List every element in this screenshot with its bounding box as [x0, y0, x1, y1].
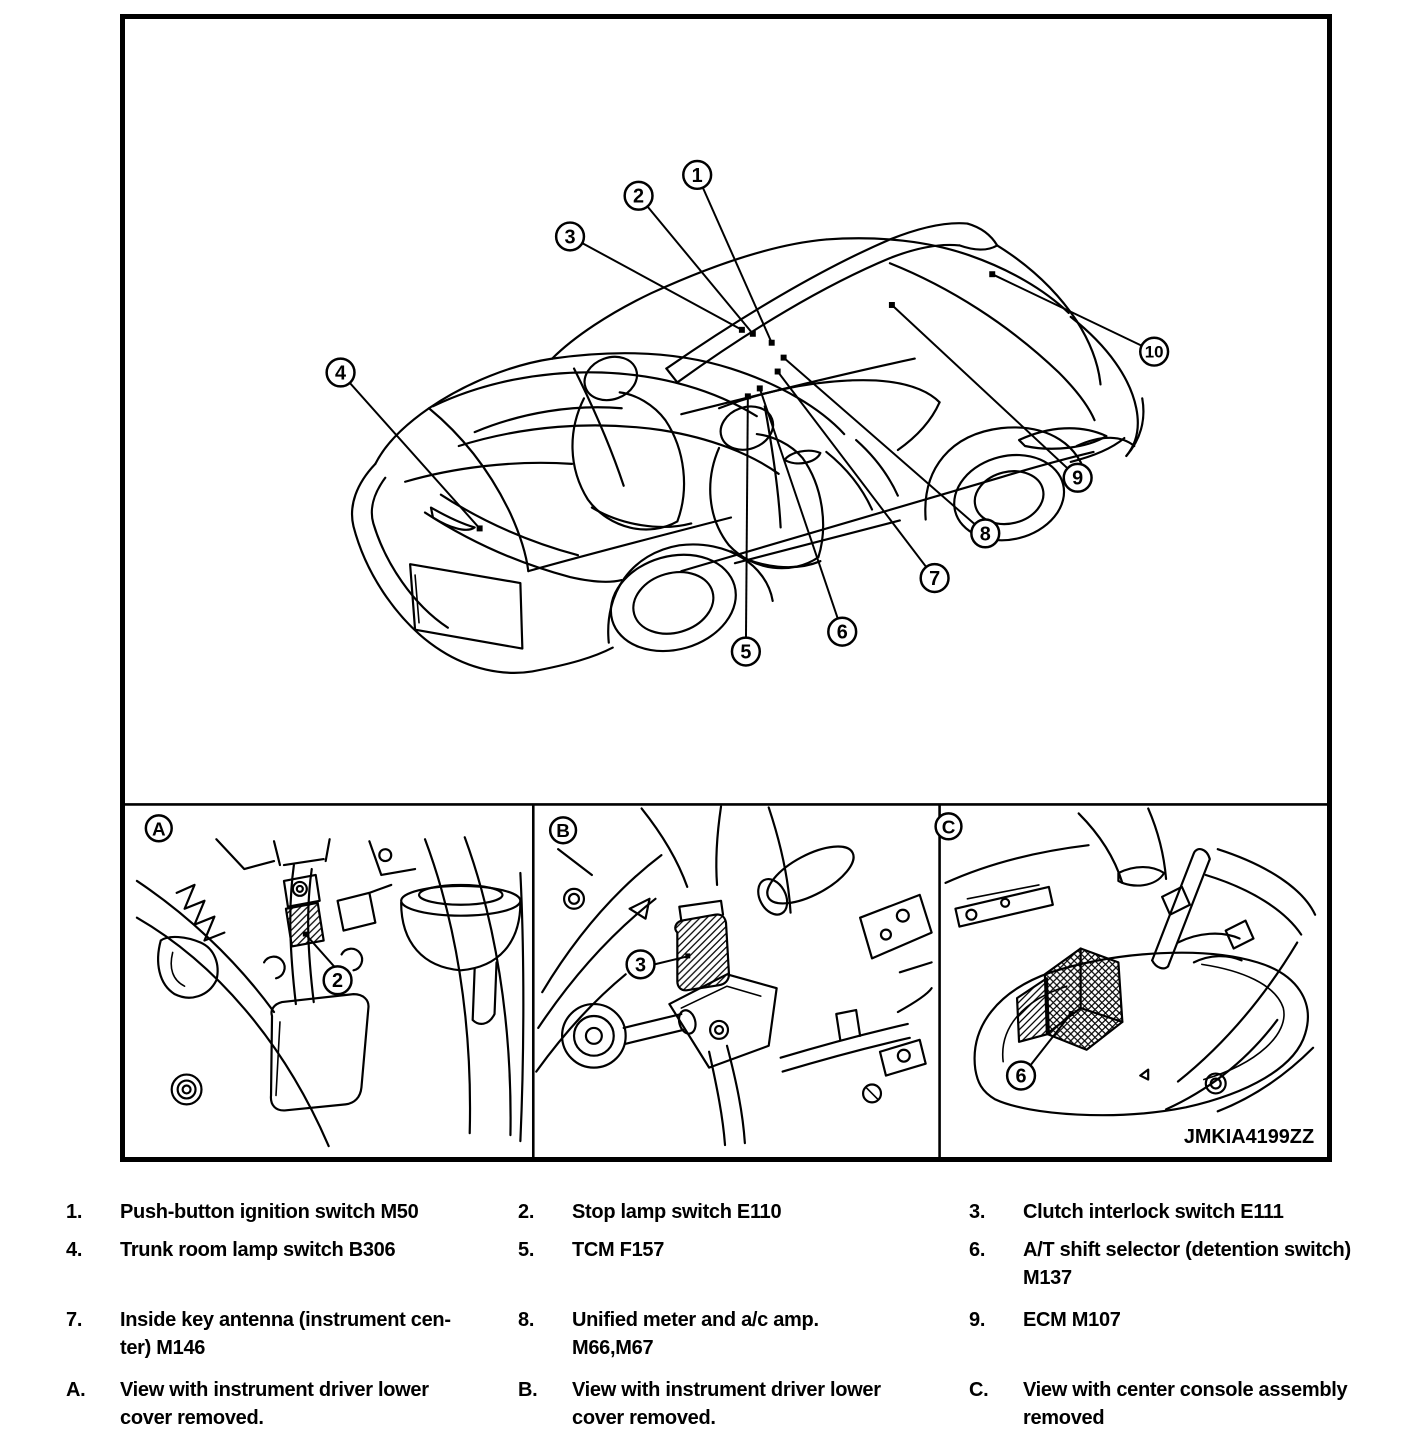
legend-item-a-text-2: cover removed. — [120, 1407, 264, 1429]
callout-7 — [775, 369, 949, 592]
legend-item-b-text-2: cover removed. — [572, 1407, 716, 1429]
legend-item-3-text: Clutch interlock switch E111 — [1023, 1201, 1284, 1223]
legend-item-5-number: 5. — [518, 1239, 535, 1261]
callout-9-label: 9 — [1072, 467, 1084, 490]
view-b-callout-label: 3 — [635, 954, 647, 977]
legend-item-a — [66, 1376, 429, 1432]
detail-view-b — [536, 806, 931, 1145]
legend-item-1-text: Push-button ignition switch M50 — [120, 1201, 419, 1223]
callout-2-label: 2 — [633, 185, 645, 208]
legend-item-2-number: 2. — [518, 1201, 535, 1223]
view-b-label — [550, 817, 576, 843]
legend-item-6-number: 6. — [969, 1239, 986, 1261]
component-location-figure — [120, 14, 1332, 1162]
legend-item-7-text: Inside key antenna (instrument cen- — [120, 1309, 451, 1331]
legend-item-6-text: A/T shift selector (detention switch) — [1023, 1239, 1351, 1261]
legend-item-4 — [66, 1236, 395, 1264]
callout-3 — [556, 223, 745, 333]
legend-item-6-text-2: M137 — [1023, 1267, 1072, 1289]
legend-item-8-text-2: M66,M67 — [572, 1337, 654, 1359]
legend-item-1-number: 1. — [66, 1201, 83, 1223]
legend-item-c-text-2: removed — [1023, 1407, 1105, 1429]
car-callouts — [327, 161, 1168, 665]
legend-item-3-number: 3. — [969, 1201, 986, 1223]
figure-code: JMKIA4199ZZ — [1183, 1126, 1315, 1149]
legend-item-7 — [66, 1306, 451, 1362]
callout-1 — [683, 161, 774, 346]
view-a-callout-label: 2 — [332, 970, 344, 993]
legend-item-9-number: 9. — [969, 1309, 986, 1331]
legend-item-9 — [969, 1306, 1121, 1334]
callout-9 — [889, 302, 1092, 492]
legend-item-4-text: Trunk room lamp switch B306 — [120, 1239, 396, 1261]
callout-5-label: 5 — [740, 641, 752, 664]
legend-item-5 — [518, 1236, 664, 1264]
legend-item-5-text: TCM F157 — [572, 1239, 665, 1261]
legend-item-a-text: View with instrument driver lower — [120, 1379, 429, 1401]
legend-item-7-text-2: ter) M146 — [120, 1337, 206, 1359]
legend-item-c-text: View with center console assembly — [1023, 1379, 1348, 1401]
view-b-letter: B — [556, 820, 570, 842]
callout-7-label: 7 — [929, 568, 941, 591]
legend-item-8 — [518, 1306, 819, 1362]
view-c-letter: C — [941, 816, 956, 838]
legend-item-3 — [969, 1198, 1284, 1226]
legend-item-2-text: Stop lamp switch E110 — [572, 1201, 782, 1223]
figure-canvas — [125, 19, 1327, 1157]
legend-item-7-number: 7. — [66, 1309, 83, 1331]
legend-item-9-text: ECM M107 — [1023, 1309, 1121, 1331]
legend-item-1 — [66, 1198, 418, 1226]
legend-item-6 — [969, 1236, 1351, 1292]
callout-1-label: 1 — [691, 164, 703, 187]
legend-item-a-number: A. — [66, 1379, 86, 1401]
view-c-label — [936, 813, 962, 839]
callout-10 — [989, 271, 1168, 365]
legend-item-2 — [518, 1198, 781, 1226]
legend-item-b — [518, 1376, 881, 1432]
callout-4-label: 4 — [335, 362, 347, 385]
callout-6-label: 6 — [836, 621, 848, 644]
legend-item-4-number: 4. — [66, 1239, 83, 1261]
callout-6 — [757, 385, 856, 645]
callout-8-label: 8 — [979, 523, 991, 546]
legend-item-c — [969, 1376, 1347, 1432]
legend-item-b-text: View with instrument driver lower — [572, 1379, 881, 1401]
legend-item-c-number: C. — [969, 1379, 989, 1401]
callout-10-label: 10 — [1144, 342, 1164, 362]
view-c-callout-label: 6 — [1015, 1065, 1027, 1088]
detail-view-c — [946, 808, 1316, 1115]
legend-item-8-text: Unified meter and a/c amp. — [572, 1309, 819, 1331]
callout-5 — [732, 393, 760, 665]
legend-item-8-number: 8. — [518, 1309, 535, 1331]
callout-3-label: 3 — [564, 226, 576, 249]
view-a-letter: A — [151, 818, 166, 840]
view-a-label — [146, 815, 172, 841]
legend-item-b-number: B. — [518, 1379, 538, 1401]
